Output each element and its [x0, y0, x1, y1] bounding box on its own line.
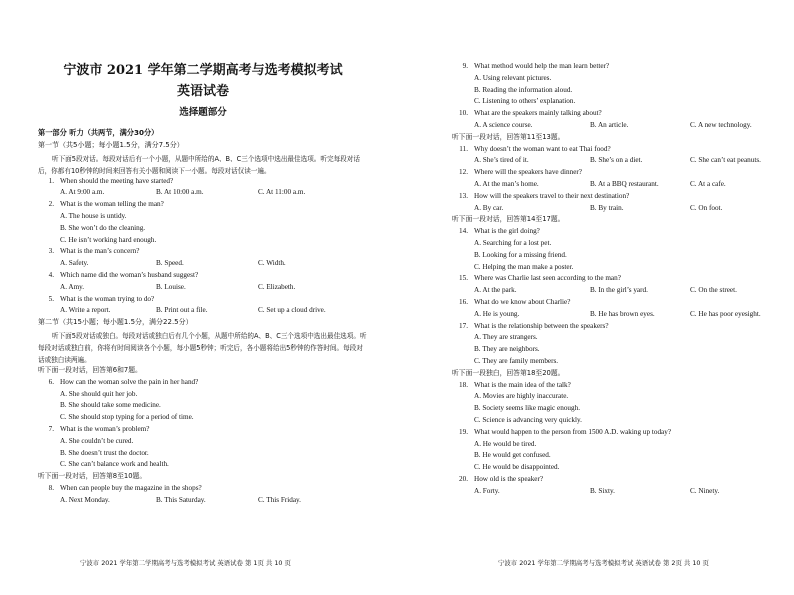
right-questions — [452, 62, 777, 498]
question-text: What would happen to the person from 1500 A.D. waking up today? — [474, 427, 672, 436]
option-b: B. Louise. — [156, 282, 186, 291]
question-number: 12. — [459, 168, 468, 177]
question-number: 19. — [459, 427, 468, 436]
option-a: A. Amy. — [60, 282, 85, 291]
option-a: A. Next Monday. — [60, 495, 110, 504]
option-c: C. On foot. — [690, 203, 723, 212]
instructions: 听下面5段对话。每段对话后有一个小题，从题中所给的A、B、C三个选项中选出最佳选项。听完每段对话后，你都有10秒钟的时间来回答有关小题和阅读下一小题。每段对话仅读一遍。 — [38, 154, 360, 175]
question-number: 10. — [459, 109, 468, 118]
option-b: B. At 10:00 a.m. — [156, 188, 204, 197]
option-b: B. He has brown eyes. — [590, 309, 655, 318]
question-number: 5. — [48, 294, 54, 303]
option-b: B. She’s on a diet. — [590, 156, 643, 165]
footer-left: 宁波市 2021 学年第二学期高考与选考模拟考试 英语试卷 第 1页 共 10 页 — [80, 559, 291, 567]
option: B. Looking for a missing friend. — [474, 250, 567, 259]
question-text: What is the man’s concern? — [60, 247, 140, 256]
question-number: 6. — [48, 377, 54, 386]
option-c: C. Set up a cloud drive. — [258, 306, 326, 315]
option-row — [38, 496, 368, 508]
option-row — [38, 188, 368, 200]
question-text: What is the woman’s problem? — [60, 424, 150, 433]
exam-title: 宁波市 2021 学年第二学期高考与选考模拟考试 — [63, 63, 343, 78]
listening-note: 听下面一段对话，回答第14至17题。 — [452, 215, 565, 224]
question — [452, 298, 777, 310]
option-a: A. By car. — [474, 203, 504, 212]
option: B. She should take some medicine. — [60, 401, 161, 410]
option-b: B. In the girl’s yard. — [590, 286, 648, 295]
option-c: C. Ninety. — [690, 486, 720, 495]
question — [38, 247, 368, 259]
question — [38, 425, 368, 437]
option-c: C. At a cafe. — [690, 179, 726, 188]
option: B. Society seems like magic enough. — [474, 404, 580, 413]
option-a: A. Write a report. — [60, 306, 111, 315]
option: B. They are neighbors. — [474, 345, 540, 354]
option-b: B. Sixty. — [590, 486, 615, 495]
option-row — [452, 286, 777, 298]
instructions: 听下面5段对话或独白。每段对话或独白后有几个小题，从题中所给的A、B、C三个选项中选出最佳选项。听每段对话或独白前，你将有时间阅读各个小题，每小题5秒钟；听完后，各小题将给出5秒钟的作答时间。每段对话或独白读两遍。 — [38, 331, 367, 364]
listening-note: 听下面一段对话，回答第6和7题。 — [38, 365, 142, 374]
question — [452, 381, 777, 393]
question-number: 1. — [48, 176, 54, 185]
option: A. Using relevant pictures. — [474, 73, 552, 82]
section-heading: 第二节（共15小题；每小题1.5分，满分22.5分） — [38, 318, 193, 327]
question — [452, 109, 777, 121]
option: A. She should quit her job. — [60, 389, 138, 398]
option: C. Helping the man make a poster. — [474, 262, 574, 271]
option-b: B. An article. — [590, 120, 629, 129]
question-text: What is the girl doing? — [474, 227, 540, 236]
question — [38, 378, 368, 390]
option-row — [452, 310, 777, 322]
question-number: 8. — [48, 483, 54, 492]
option: B. She won’t do the cleaning. — [60, 223, 146, 232]
option-b: B. Speed. — [156, 259, 184, 268]
question-text: Where will the speakers have dinner? — [474, 168, 582, 177]
option: C. Listening to others’ explanation. — [474, 97, 576, 106]
option: A. Searching for a lost pet. — [474, 238, 552, 247]
question-number: 4. — [48, 270, 54, 279]
option: A. The house is untidy. — [60, 211, 127, 220]
question-text: What is the woman telling the man? — [60, 200, 164, 209]
question-number: 3. — [48, 247, 54, 256]
question — [452, 274, 777, 286]
option-a: A. She’s tired of it. — [474, 156, 529, 165]
option-row — [452, 204, 777, 216]
option: A. She couldn’t be cured. — [60, 436, 134, 445]
question-text: When should the meeting have started? — [60, 176, 174, 185]
option: B. She doesn’t trust the doctor. — [60, 448, 149, 457]
question-number: 11. — [459, 144, 468, 153]
question-number: 20. — [459, 474, 468, 483]
question-number: 16. — [459, 297, 468, 306]
listening-note: 听下面一段对话，回答第8至10题。 — [38, 472, 147, 481]
footer-right: 宁波市 2021 学年第二学期高考与选考模拟考试 英语试卷 第 2页 共 10 页 — [498, 559, 709, 567]
option: C. Science is advancing very quickly. — [474, 415, 582, 424]
question-text: Where was Charlie last seen according to the man? — [474, 274, 621, 283]
question — [452, 227, 777, 239]
question — [452, 62, 777, 74]
option-row — [452, 487, 777, 499]
question-text: What is the relationship between the speakers? — [474, 321, 609, 330]
question — [38, 271, 368, 283]
question-text: Which name did the woman’s husband suggest? — [60, 270, 199, 279]
question — [38, 200, 368, 212]
question-number: 18. — [459, 380, 468, 389]
option-a: A. Safety. — [60, 259, 89, 268]
question — [38, 484, 368, 496]
section-heading: 第一节（共5小题；每小题1.5分，满分7.5分） — [38, 140, 184, 149]
option-c: C. On the street. — [690, 286, 737, 295]
option: C. He would be disappointed. — [474, 463, 560, 472]
question — [452, 475, 777, 487]
option-b: B. At a BBQ restaurant. — [590, 179, 659, 188]
option: C. She can’t balance work and health. — [60, 460, 169, 469]
option-a: A. A science course. — [474, 120, 533, 129]
option-b: B. By train. — [590, 203, 624, 212]
option-b: B. This Saturday. — [156, 495, 206, 504]
exam-subject: 英语试卷 — [176, 84, 229, 99]
question-number: 13. — [459, 191, 468, 200]
listening-note: 听下面一段对话，回答第11至13题。 — [452, 132, 565, 141]
listening-note: 听下面一段独白，回答第18至20题。 — [452, 368, 565, 377]
option-row — [38, 259, 368, 271]
question-number: 9. — [462, 62, 468, 70]
option-row — [38, 283, 368, 295]
option-c: C. She can’t eat peanuts. — [690, 156, 761, 165]
option-a: A. At 9:00 a.m. — [60, 188, 105, 197]
question-number: 7. — [48, 424, 54, 433]
option-a: A. At the park. — [474, 286, 517, 295]
option-c: C. He has poor eyesight. — [690, 309, 761, 318]
question — [452, 145, 777, 157]
question — [452, 168, 777, 180]
option-a: A. Forty. — [474, 486, 500, 495]
option-a: A. He is young. — [474, 309, 520, 318]
question — [452, 192, 777, 204]
question-text: Why doesn’t the woman want to eat Thai food? — [474, 144, 611, 153]
option-row — [452, 121, 777, 133]
option: B. Reading the information aloud. — [474, 85, 573, 94]
option-row — [38, 306, 368, 318]
question-text: What is the woman trying to do? — [60, 294, 155, 303]
question-text: What is the main idea of the talk? — [474, 380, 571, 389]
question-text: What are the speakers mainly talking about? — [474, 109, 602, 118]
option-c: C. Width. — [258, 259, 286, 268]
option: A. They are strangers. — [474, 333, 538, 342]
part-heading: 第一部分 听力（共两节，满分30分） — [38, 128, 159, 137]
question-number: 15. — [459, 274, 468, 283]
question — [452, 428, 777, 440]
option-c: C. At 11:00 a.m. — [258, 188, 306, 197]
option: A. He would be tired. — [474, 439, 537, 448]
question-number: 2. — [48, 200, 54, 209]
question-text: How old is the speaker? — [474, 474, 544, 483]
option: B. He would get confused. — [474, 451, 551, 460]
option: C. They are family members. — [474, 356, 559, 365]
question-text: What do we know about Charlie? — [474, 297, 571, 306]
question-text: When can people buy the magazine in the shops? — [60, 483, 202, 492]
option-c: C. Elizabeth. — [258, 282, 296, 291]
question-number: 17. — [459, 321, 468, 330]
question — [38, 295, 368, 307]
question — [38, 177, 368, 189]
option-a: A. At the man’s home. — [474, 179, 539, 188]
question-text: How can the woman solve the pain in her hand? — [60, 377, 199, 386]
left-questions — [38, 129, 368, 508]
question-number: 14. — [459, 227, 468, 236]
option-b: B. Print out a file. — [156, 306, 208, 315]
option: C. She should stop typing for a period of time. — [60, 413, 194, 422]
question-text: How will the speakers travel to their next destination? — [474, 191, 630, 200]
option: C. He isn’t working hard enough. — [60, 235, 157, 244]
question-text: What method would help the man learn better? — [474, 62, 610, 70]
option: A. Movies are highly inaccurate. — [474, 392, 569, 401]
option-row — [452, 180, 777, 192]
option-c: C. A new technology. — [690, 120, 752, 129]
option-c: C. This Friday. — [258, 495, 301, 504]
option-row — [452, 156, 777, 168]
section-title: 选择题部分 — [179, 107, 227, 118]
question — [452, 322, 777, 334]
